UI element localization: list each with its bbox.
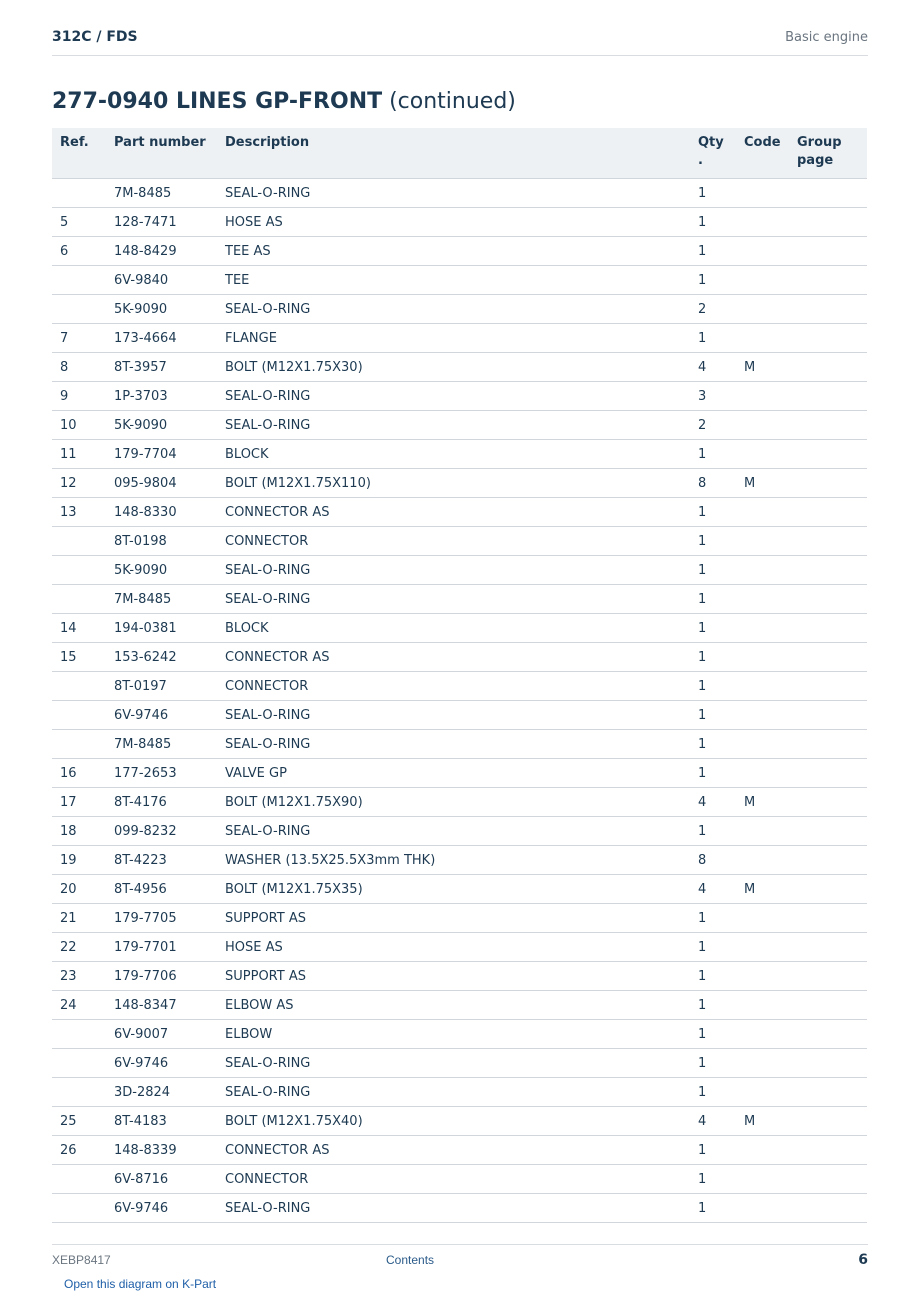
cell-group-page (789, 788, 867, 817)
cell-qty: 1 (690, 1165, 736, 1194)
cell-group-page (789, 556, 867, 585)
cell-group-page (789, 614, 867, 643)
cell-ref: 7 (52, 324, 106, 353)
cell-qty: 1 (690, 179, 736, 208)
cell-description: SEAL-O-RING (217, 179, 690, 208)
col-group-page: Group page (789, 128, 867, 179)
table-row (52, 1194, 867, 1223)
cell-part-number: 7M-8485 (106, 585, 217, 614)
table-body (52, 179, 867, 1223)
group-code-name: 277-0940 LINES GP-FRONT (52, 89, 383, 114)
cell-code (736, 904, 789, 933)
cell-qty: 1 (690, 266, 736, 295)
cell-part-number: 5K-9090 (106, 411, 217, 440)
cell-code (736, 585, 789, 614)
cell-ref (52, 730, 106, 759)
cell-code (736, 614, 789, 643)
cell-code (736, 933, 789, 962)
cell-part-number: 148-8347 (106, 991, 217, 1020)
cell-qty: 1 (690, 962, 736, 991)
cell-description: SEAL-O-RING (217, 585, 690, 614)
cell-part-number: 148-8339 (106, 1136, 217, 1165)
col-qty: Qty . (690, 128, 736, 179)
cell-code (736, 295, 789, 324)
cell-qty: 1 (690, 759, 736, 788)
cell-ref (52, 1078, 106, 1107)
section-name: Basic engine (785, 30, 868, 45)
cell-ref (52, 179, 106, 208)
cell-code (736, 556, 789, 585)
table-row (52, 817, 867, 846)
cell-part-number: 8T-0198 (106, 527, 217, 556)
cell-part-number: 8T-3957 (106, 353, 217, 382)
cell-description: TEE AS (217, 237, 690, 266)
cell-description: CONNECTOR (217, 527, 690, 556)
cell-ref (52, 585, 106, 614)
cell-ref (52, 1194, 106, 1223)
cell-part-number: 1P-3703 (106, 382, 217, 411)
cell-code (736, 440, 789, 469)
cell-group-page (789, 1194, 867, 1223)
open-diagram-link[interactable]: Open this diagram on K-Part (64, 1277, 217, 1291)
cell-part-number: 179-7706 (106, 962, 217, 991)
cell-group-page (789, 672, 867, 701)
cell-description: BOLT (M12X1.75X30) (217, 353, 690, 382)
cell-code (736, 208, 789, 237)
parts-table (52, 128, 867, 1223)
page-number: 6 (858, 1252, 868, 1268)
cell-part-number: 153-6242 (106, 643, 217, 672)
cell-code: M (736, 788, 789, 817)
cell-group-page (789, 933, 867, 962)
cell-part-number: 194-0381 (106, 614, 217, 643)
cell-group-page (789, 353, 867, 382)
cell-group-page (789, 991, 867, 1020)
cell-ref: 12 (52, 469, 106, 498)
cell-description: SEAL-O-RING (217, 556, 690, 585)
table-row (52, 440, 867, 469)
cell-code: M (736, 353, 789, 382)
cell-qty: 1 (690, 672, 736, 701)
cell-group-page (789, 208, 867, 237)
cell-code: M (736, 1107, 789, 1136)
cell-qty: 3 (690, 382, 736, 411)
cell-group-page (789, 498, 867, 527)
cell-group-page (789, 527, 867, 556)
cell-ref (52, 1020, 106, 1049)
cell-qty: 1 (690, 904, 736, 933)
cell-group-page (789, 237, 867, 266)
cell-description: SEAL-O-RING (217, 701, 690, 730)
cell-code (736, 266, 789, 295)
cell-qty: 1 (690, 556, 736, 585)
cell-ref (52, 1165, 106, 1194)
cell-part-number: 7M-8485 (106, 179, 217, 208)
cell-ref: 22 (52, 933, 106, 962)
table-row (52, 266, 867, 295)
cell-description: BOLT (M12X1.75X110) (217, 469, 690, 498)
cell-qty: 1 (690, 614, 736, 643)
table-row (52, 1049, 867, 1078)
cell-part-number: 179-7704 (106, 440, 217, 469)
table-row (52, 788, 867, 817)
table-row (52, 179, 867, 208)
table-row (52, 1165, 867, 1194)
cell-part-number: 8T-0197 (106, 672, 217, 701)
cell-description: CONNECTOR (217, 672, 690, 701)
cell-description: SEAL-O-RING (217, 1078, 690, 1107)
cell-ref: 26 (52, 1136, 106, 1165)
cell-qty: 2 (690, 295, 736, 324)
cell-part-number: 179-7701 (106, 933, 217, 962)
cell-qty: 1 (690, 1194, 736, 1223)
cell-qty: 1 (690, 1049, 736, 1078)
col-description: Description (217, 128, 690, 179)
cell-description: SUPPORT AS (217, 962, 690, 991)
cell-qty: 1 (690, 991, 736, 1020)
cell-code (736, 382, 789, 411)
cell-code (736, 179, 789, 208)
cell-ref: 21 (52, 904, 106, 933)
cell-ref: 18 (52, 817, 106, 846)
cell-code (736, 962, 789, 991)
cell-description: SEAL-O-RING (217, 1049, 690, 1078)
cell-part-number: 8T-4183 (106, 1107, 217, 1136)
contents-link[interactable]: Contents (386, 1253, 435, 1267)
cell-ref (52, 556, 106, 585)
table-row (52, 498, 867, 527)
cell-code (736, 498, 789, 527)
table-row (52, 1020, 867, 1049)
table-row (52, 469, 867, 498)
cell-description: SEAL-O-RING (217, 1194, 690, 1223)
cell-group-page (789, 1107, 867, 1136)
cell-group-page (789, 266, 867, 295)
cell-ref: 24 (52, 991, 106, 1020)
cell-ref: 20 (52, 875, 106, 904)
cell-code (736, 1049, 789, 1078)
table-row (52, 237, 867, 266)
cell-description: CONNECTOR AS (217, 498, 690, 527)
cell-ref: 8 (52, 353, 106, 382)
cell-code (736, 1020, 789, 1049)
cell-code (736, 759, 789, 788)
cell-ref: 15 (52, 643, 106, 672)
cell-group-page (789, 643, 867, 672)
cell-code: M (736, 469, 789, 498)
cell-code (736, 1078, 789, 1107)
cell-part-number: 179-7705 (106, 904, 217, 933)
cell-part-number: 5K-9090 (106, 556, 217, 585)
cell-code (736, 730, 789, 759)
cell-code: M (736, 875, 789, 904)
cell-description: BOLT (M12X1.75X40) (217, 1107, 690, 1136)
cell-part-number: 7M-8485 (106, 730, 217, 759)
cell-code (736, 324, 789, 353)
cell-qty: 1 (690, 1078, 736, 1107)
cell-ref (52, 1049, 106, 1078)
cell-qty: 1 (690, 933, 736, 962)
cell-group-page (789, 1136, 867, 1165)
cell-group-page (789, 440, 867, 469)
cell-group-page (789, 904, 867, 933)
table-row (52, 1078, 867, 1107)
cell-description: HOSE AS (217, 208, 690, 237)
cell-description: HOSE AS (217, 933, 690, 962)
table-row (52, 759, 867, 788)
cell-qty: 8 (690, 846, 736, 875)
table-row (52, 672, 867, 701)
cell-group-page (789, 1049, 867, 1078)
cell-description: SEAL-O-RING (217, 382, 690, 411)
cell-ref: 10 (52, 411, 106, 440)
table-row (52, 904, 867, 933)
cell-part-number: 148-8330 (106, 498, 217, 527)
cell-part-number: 6V-9840 (106, 266, 217, 295)
table-row (52, 382, 867, 411)
table-row (52, 962, 867, 991)
cell-ref (52, 266, 106, 295)
cell-code (736, 527, 789, 556)
cell-qty: 4 (690, 1107, 736, 1136)
cell-part-number: 6V-8716 (106, 1165, 217, 1194)
table-row (52, 614, 867, 643)
cell-ref: 19 (52, 846, 106, 875)
cell-group-page (789, 875, 867, 904)
cell-qty: 1 (690, 643, 736, 672)
table-row (52, 991, 867, 1020)
col-ref: Ref. (52, 128, 106, 179)
cell-qty: 4 (690, 788, 736, 817)
col-part-number: Part number (106, 128, 217, 179)
table-row (52, 846, 867, 875)
cell-ref: 14 (52, 614, 106, 643)
cell-group-page (789, 846, 867, 875)
cell-ref (52, 527, 106, 556)
cell-description: CONNECTOR AS (217, 1136, 690, 1165)
cell-ref: 9 (52, 382, 106, 411)
cell-ref: 11 (52, 440, 106, 469)
table-row (52, 324, 867, 353)
cell-ref: 25 (52, 1107, 106, 1136)
cell-qty: 1 (690, 817, 736, 846)
cell-code (736, 1136, 789, 1165)
cell-group-page (789, 1078, 867, 1107)
cell-part-number: 8T-4176 (106, 788, 217, 817)
cell-group-page (789, 324, 867, 353)
cell-qty: 1 (690, 527, 736, 556)
cell-description: ELBOW AS (217, 991, 690, 1020)
cell-code (736, 1194, 789, 1223)
cell-description: CONNECTOR AS (217, 643, 690, 672)
cell-ref: 13 (52, 498, 106, 527)
cell-group-page (789, 962, 867, 991)
cell-qty: 1 (690, 440, 736, 469)
cell-code (736, 672, 789, 701)
cell-qty: 1 (690, 237, 736, 266)
cell-description: BLOCK (217, 614, 690, 643)
cell-description: VALVE GP (217, 759, 690, 788)
cell-description: SUPPORT AS (217, 904, 690, 933)
table-row (52, 411, 867, 440)
cell-part-number: 5K-9090 (106, 295, 217, 324)
cell-description: SEAL-O-RING (217, 411, 690, 440)
cell-description: SEAL-O-RING (217, 730, 690, 759)
cell-qty: 1 (690, 1136, 736, 1165)
cell-code (736, 1165, 789, 1194)
cell-code (736, 701, 789, 730)
cell-qty: 4 (690, 875, 736, 904)
cell-code (736, 411, 789, 440)
cell-part-number: 6V-9746 (106, 1194, 217, 1223)
table-row (52, 1136, 867, 1165)
cell-ref: 17 (52, 788, 106, 817)
page-header (52, 29, 868, 56)
table-row (52, 295, 867, 324)
cell-code (736, 846, 789, 875)
table-row (52, 643, 867, 672)
cell-part-number: 6V-9007 (106, 1020, 217, 1049)
cell-qty: 1 (690, 498, 736, 527)
cell-description: ELBOW (217, 1020, 690, 1049)
cell-group-page (789, 817, 867, 846)
cell-part-number: 6V-9746 (106, 701, 217, 730)
cell-description: BOLT (M12X1.75X90) (217, 788, 690, 817)
cell-group-page (789, 411, 867, 440)
cell-description: BOLT (M12X1.75X35) (217, 875, 690, 904)
cell-qty: 1 (690, 585, 736, 614)
cell-ref: 6 (52, 237, 106, 266)
cell-part-number: 128-7471 (106, 208, 217, 237)
cell-group-page (789, 1020, 867, 1049)
cell-qty: 2 (690, 411, 736, 440)
cell-group-page (789, 295, 867, 324)
col-code: Code (736, 128, 789, 179)
cell-ref (52, 701, 106, 730)
cell-ref: 16 (52, 759, 106, 788)
table-row (52, 701, 867, 730)
cell-group-page (789, 730, 867, 759)
cell-part-number: 099-8232 (106, 817, 217, 846)
model-breadcrumb: 312C / FDS (52, 29, 138, 45)
table-row (52, 208, 867, 237)
cell-qty: 4 (690, 353, 736, 382)
cell-code (736, 817, 789, 846)
cell-part-number: 8T-4223 (106, 846, 217, 875)
cell-description: FLANGE (217, 324, 690, 353)
table-row (52, 353, 867, 382)
cell-description: TEE (217, 266, 690, 295)
cell-part-number: 177-2653 (106, 759, 217, 788)
cell-group-page (789, 1165, 867, 1194)
cell-description: SEAL-O-RING (217, 817, 690, 846)
table-row (52, 1107, 867, 1136)
table-header-row (52, 128, 867, 179)
cell-code (736, 991, 789, 1020)
cell-group-page (789, 701, 867, 730)
cell-part-number: 095-9804 (106, 469, 217, 498)
cell-qty: 1 (690, 208, 736, 237)
cell-ref: 5 (52, 208, 106, 237)
cell-description: BLOCK (217, 440, 690, 469)
cell-part-number: 8T-4956 (106, 875, 217, 904)
cell-group-page (789, 179, 867, 208)
cell-group-page (789, 382, 867, 411)
cell-description: SEAL-O-RING (217, 295, 690, 324)
table-row (52, 556, 867, 585)
cell-part-number: 173-4664 (106, 324, 217, 353)
cell-qty: 1 (690, 701, 736, 730)
document-id: XEBP8417 (52, 1253, 111, 1267)
cell-description: CONNECTOR (217, 1165, 690, 1194)
footer-divider (52, 1244, 868, 1245)
cell-ref (52, 672, 106, 701)
cell-group-page (789, 469, 867, 498)
cell-qty: 1 (690, 1020, 736, 1049)
cell-ref: 23 (52, 962, 106, 991)
cell-part-number: 6V-9746 (106, 1049, 217, 1078)
cell-group-page (789, 585, 867, 614)
page-title (52, 89, 516, 114)
cell-code (736, 237, 789, 266)
table-row (52, 933, 867, 962)
cell-group-page (789, 759, 867, 788)
cell-qty: 1 (690, 730, 736, 759)
table-row (52, 730, 867, 759)
title-suffix: (continued) (382, 89, 516, 114)
cell-part-number: 148-8429 (106, 237, 217, 266)
cell-qty: 1 (690, 324, 736, 353)
cell-code (736, 643, 789, 672)
table-row (52, 875, 867, 904)
cell-description: WASHER (13.5X25.5X3mm THK) (217, 846, 690, 875)
table-row (52, 585, 867, 614)
cell-qty: 8 (690, 469, 736, 498)
table-row (52, 527, 867, 556)
cell-part-number: 3D-2824 (106, 1078, 217, 1107)
cell-ref (52, 295, 106, 324)
